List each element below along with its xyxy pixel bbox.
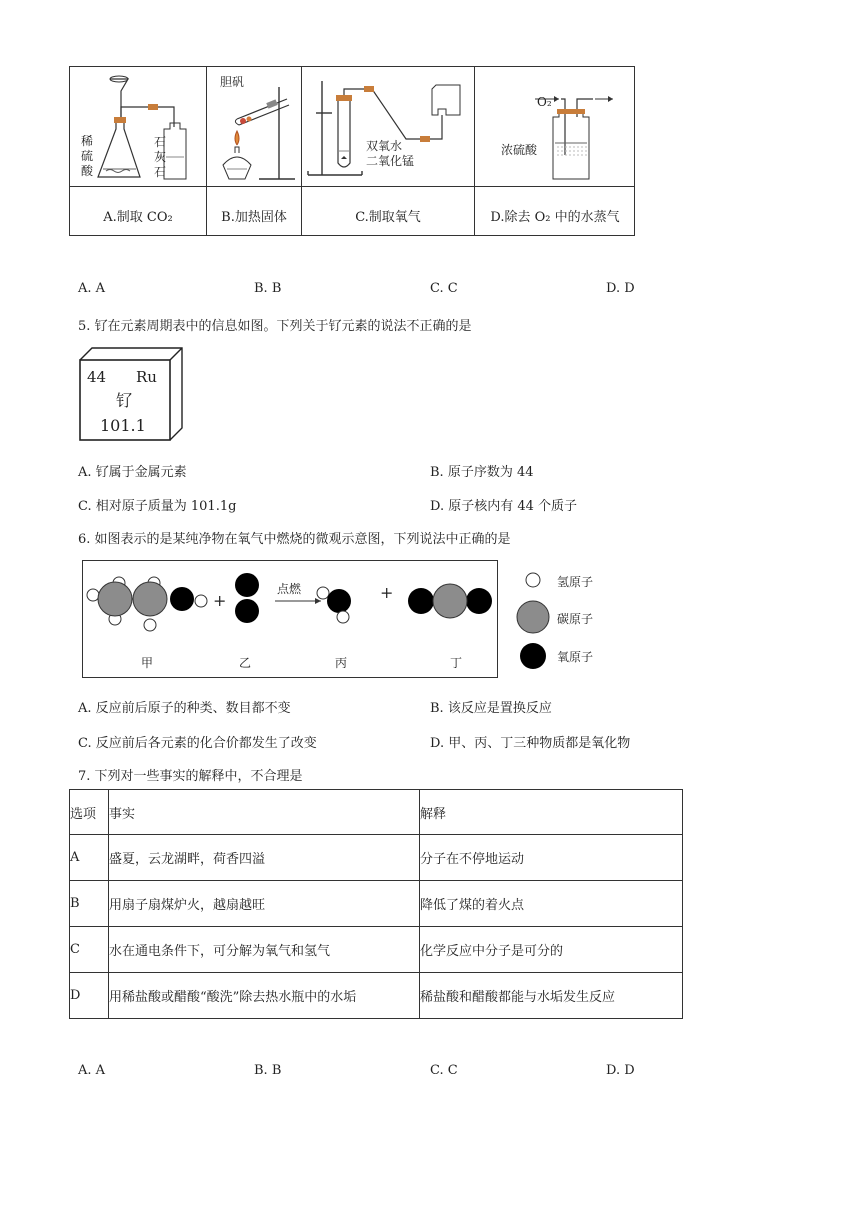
- table-header-row: [70, 790, 683, 835]
- apparatus-d-figure: [475, 67, 635, 186]
- label-danfan: 胆矾: [220, 75, 245, 89]
- row-explanation: 分子在不停地运动: [420, 835, 683, 881]
- row-option: D: [70, 973, 109, 1019]
- q6-stem: 6. 如图表示的是某纯净物在氧气中燃烧的微观示意图，下列说法中正确的是: [78, 532, 511, 547]
- species-jia: 甲: [141, 656, 154, 670]
- apparatus-b-caption: B.加热固体: [221, 210, 287, 225]
- element-symbol: Ru: [136, 368, 157, 386]
- apparatus-c-figure: [302, 67, 474, 186]
- q6-option-b[interactable]: B. 该反应是置换反应: [430, 701, 552, 716]
- header-explanation: 解释: [420, 790, 683, 835]
- reaction-condition: 点燃: [277, 582, 302, 596]
- label-hui: 灰: [154, 150, 167, 164]
- species-ding: 丁: [450, 656, 463, 670]
- element-name: 钌: [116, 391, 133, 410]
- table-row: [70, 973, 683, 1019]
- row-option: C: [70, 927, 109, 973]
- table-row: [70, 835, 683, 881]
- plus-sign-1: +: [213, 591, 227, 610]
- row-fact: 盛夏，云龙湖畔，荷香四溢: [109, 835, 420, 881]
- label-xi: 稀: [81, 134, 94, 148]
- table-row: [70, 927, 683, 973]
- row-explanation: 稀盐酸和醋酸都能与水垢发生反应: [420, 973, 683, 1019]
- apparatus-d-caption: D.除去 O₂ 中的水蒸气: [490, 210, 620, 225]
- row-option: A: [70, 835, 109, 881]
- species-bing: 丙: [335, 656, 348, 670]
- q7-option-d[interactable]: D. D: [606, 1063, 635, 1078]
- atom-legend: [515, 570, 625, 674]
- q4-option-c[interactable]: C. C: [430, 281, 458, 296]
- q7-stem: 7. 下列对一些事实的解释中，不合理是: [78, 769, 303, 784]
- label-shi1: 石: [154, 135, 167, 149]
- label-shuangyangshui: 双氧水: [366, 139, 403, 153]
- q5-option-a[interactable]: A. 钌属于金属元素: [78, 465, 187, 480]
- label-shi2: 石: [154, 165, 167, 179]
- label-nongliusuan: 浓硫酸: [501, 143, 538, 157]
- apparatus-a-figure: [70, 67, 206, 186]
- legend-carbon: 碳原子: [557, 612, 594, 626]
- q5-option-c[interactable]: C. 相对原子质量为 101.1g: [78, 499, 237, 514]
- plus-sign-2: +: [380, 583, 394, 602]
- q6-option-d[interactable]: D. 甲、丙、丁三种物质都是氧化物: [430, 736, 631, 751]
- row-fact: 用稀盐酸或醋酸“酸洗”除去热水瓶中的水垢: [109, 973, 420, 1019]
- q4-apparatus-table: [69, 66, 635, 236]
- table-row: [70, 881, 683, 927]
- q5-option-b[interactable]: B. 原子序数为 44: [430, 465, 534, 480]
- q4-option-b[interactable]: B. B: [254, 281, 282, 296]
- q6-option-c[interactable]: C. 反应前后各元素的化合价都发生了改变: [78, 736, 317, 751]
- row-fact: 用扇子扇煤炉火，越扇越旺: [109, 881, 420, 927]
- label-suan: 酸: [81, 164, 94, 178]
- q6-option-a[interactable]: A. 反应前后原子的种类、数目都不变: [78, 701, 291, 716]
- q4-option-a[interactable]: A. A: [78, 281, 106, 296]
- q7-table: [69, 789, 683, 1019]
- label-liu: 硫: [81, 149, 94, 163]
- q5-option-d[interactable]: D. 原子核内有 44 个质子: [430, 499, 578, 514]
- header-option: 选项: [70, 790, 109, 835]
- q7-option-a[interactable]: A. A: [78, 1063, 106, 1078]
- row-explanation: 化学反应中分子是可分的: [420, 927, 683, 973]
- apparatus-c-caption: C.制取氧气: [355, 210, 421, 225]
- apparatus-a-caption: A.制取 CO₂: [103, 210, 173, 225]
- label-eryanghuameng: 二氧化锰: [366, 154, 415, 168]
- q7-option-c[interactable]: C. C: [430, 1063, 458, 1078]
- q4-option-d[interactable]: D. D: [606, 281, 635, 296]
- reaction-diagram: [82, 560, 498, 678]
- row-fact: 水在通电条件下，可分解为氧气和氢气: [109, 927, 420, 973]
- element-mass: 101.1: [100, 416, 146, 435]
- species-yi: 乙: [239, 656, 252, 670]
- label-o2: O₂: [537, 95, 552, 109]
- header-fact: 事实: [109, 790, 420, 835]
- element-number: 44: [87, 368, 107, 386]
- apparatus-b-figure: [207, 67, 301, 186]
- legend-hydrogen: 氢原子: [557, 575, 594, 589]
- element-card: [78, 346, 184, 442]
- legend-oxygen: 氧原子: [557, 650, 594, 664]
- row-explanation: 降低了煤的着火点: [420, 881, 683, 927]
- q7-option-b[interactable]: B. B: [254, 1063, 282, 1078]
- q5-stem: 5. 钌在元素周期表中的信息如图。下列关于钌元素的说法不正确的是: [78, 319, 472, 334]
- row-option: B: [70, 881, 109, 927]
